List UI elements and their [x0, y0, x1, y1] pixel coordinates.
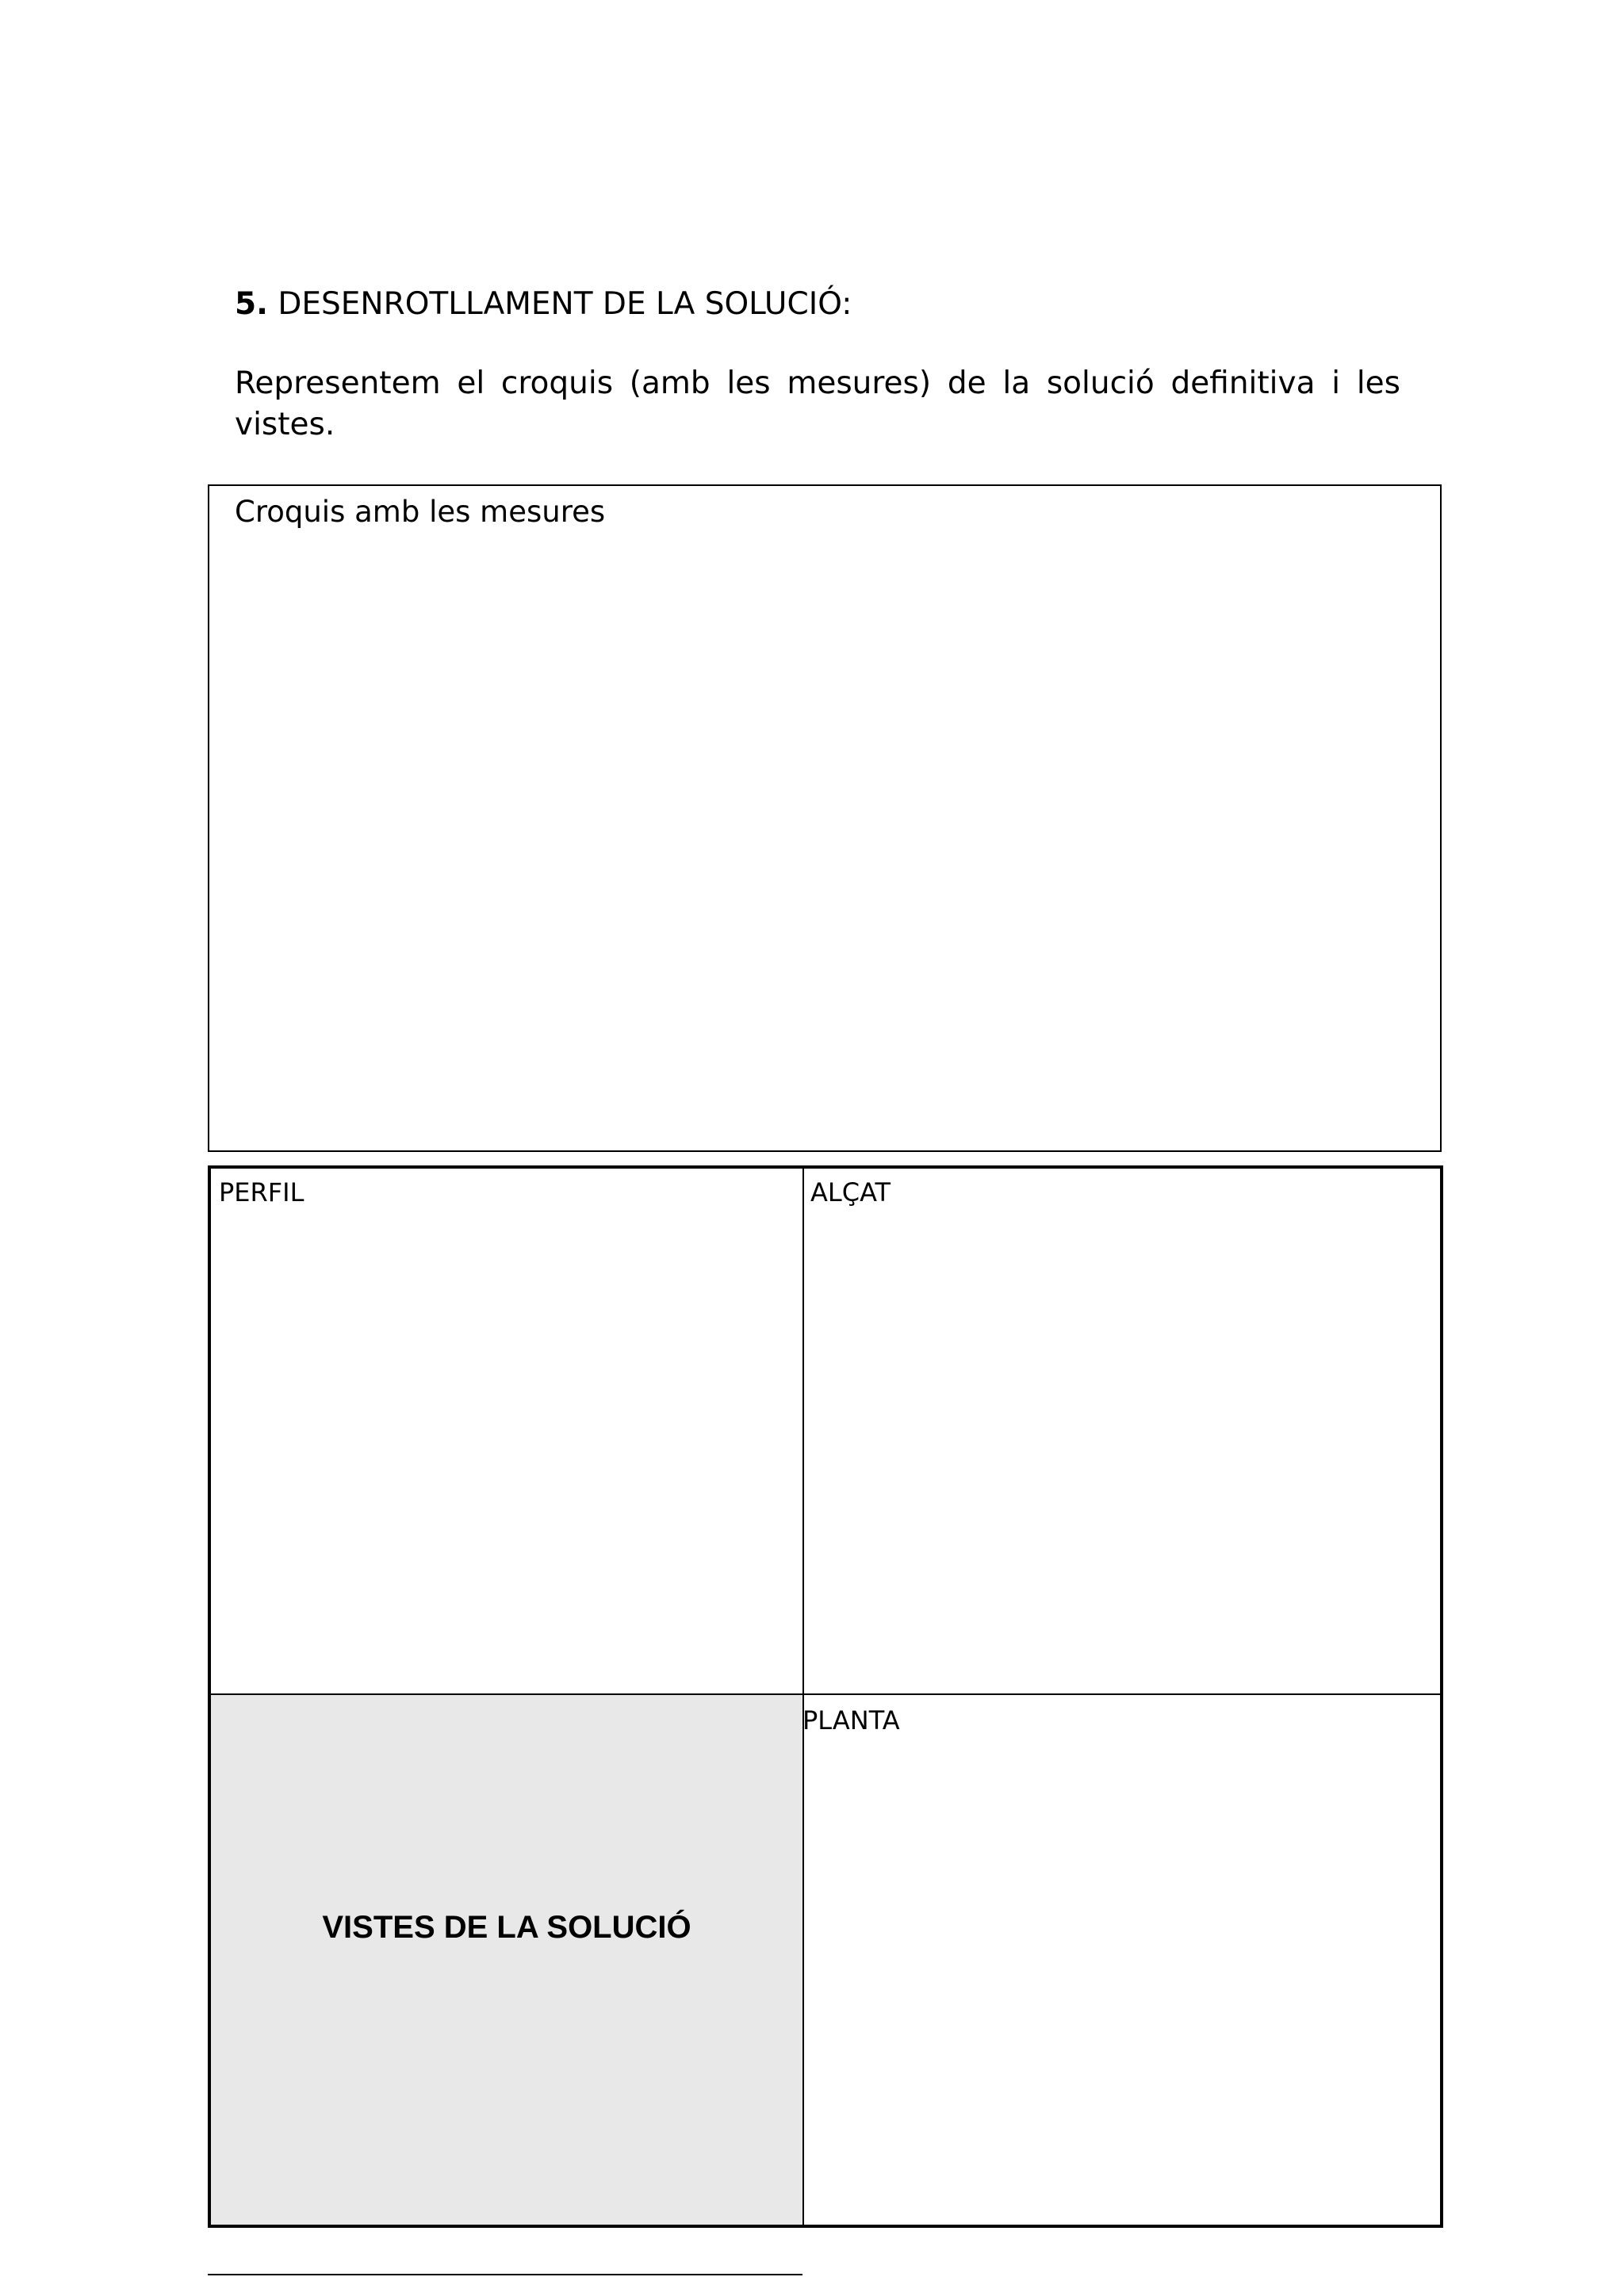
section-number: 5. [235, 286, 268, 322]
views-title: VISTES DE LA SOLUCIÓ [322, 1910, 691, 1945]
planta-label: PLANTA [802, 1705, 900, 1735]
bottom-rule [208, 2274, 802, 2275]
croquis-label: Croquis amb les mesures [235, 495, 606, 529]
intro-paragraph: Representem el croquis (amb les mesures) de la solució definitiva i les vistes. [235, 365, 1400, 442]
views-table [208, 1165, 1443, 2228]
perfil-label: PERFIL [219, 1177, 304, 1207]
perfil-cell [211, 1169, 804, 1695]
section-heading [235, 285, 852, 323]
alcat-cell [804, 1169, 1440, 1695]
section-title: DESENROTLLAMENT DE LA SOLUCIÓ: [267, 286, 852, 322]
views-title-cell [211, 1695, 804, 2225]
planta-cell [804, 1695, 1440, 2225]
alcat-label: ALÇAT [810, 1177, 891, 1207]
croquis-box [208, 484, 1442, 1152]
